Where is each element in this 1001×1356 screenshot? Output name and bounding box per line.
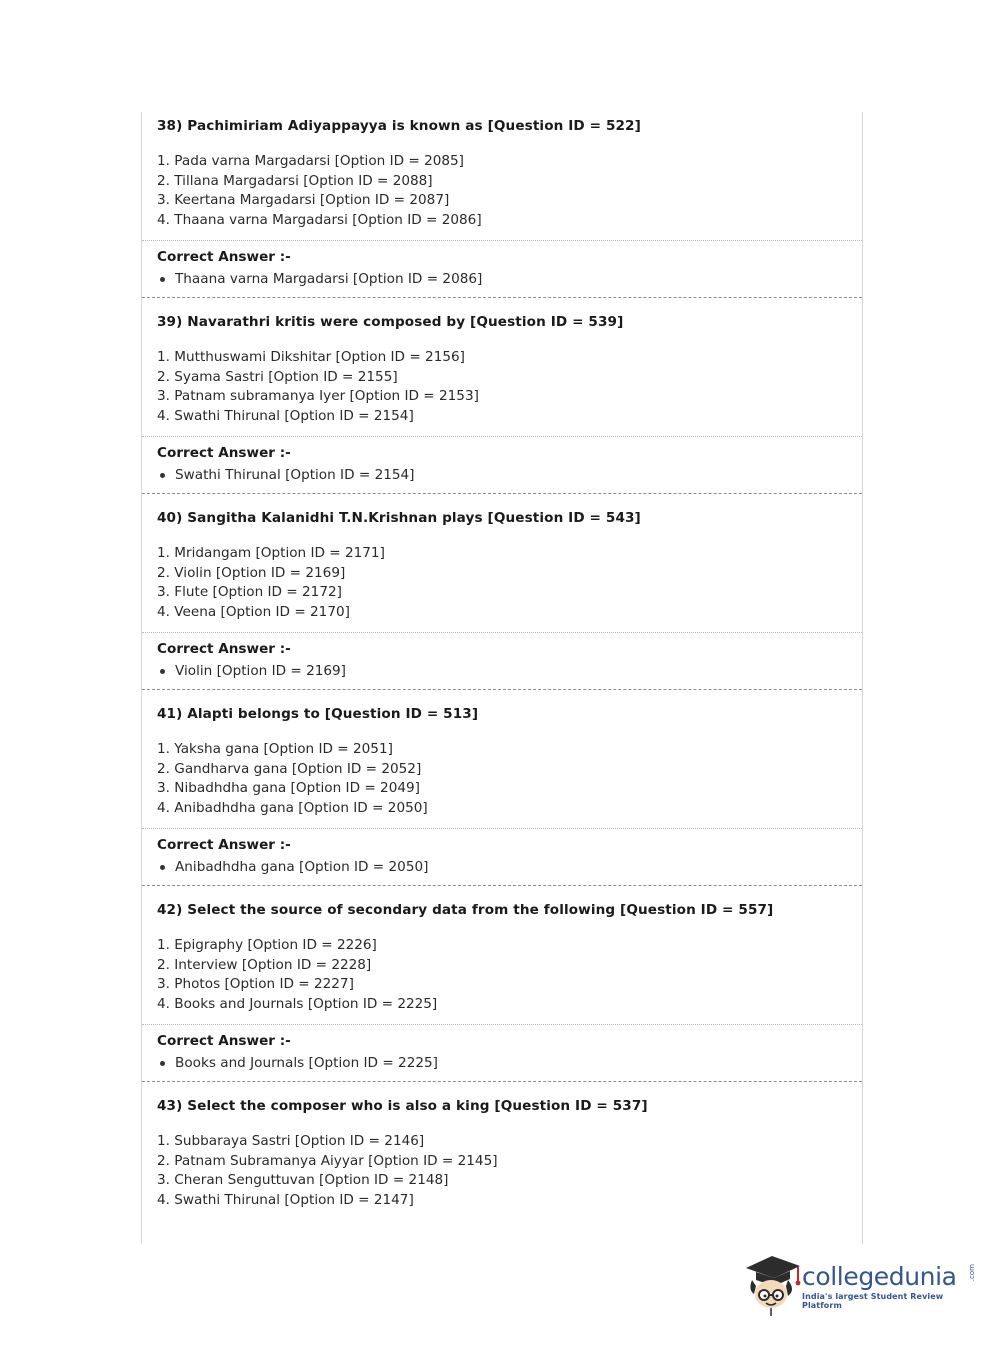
bullet-icon	[160, 865, 165, 870]
option-item: 3. Photos [Option ID = 2227]	[157, 976, 354, 992]
question-title: 39) Navarathri kritis were composed by [Question ID = 539]	[157, 314, 624, 330]
correct-answer-label: Correct Answer :-	[157, 1033, 291, 1049]
option-item: 2. Interview [Option ID = 2228]	[157, 956, 372, 973]
option-item: 1. Pada varna Margadarsi [Option ID = 2085]	[157, 153, 464, 169]
option-item: 3. Patnam subramanya Iyer [Option ID = 2153]	[157, 388, 479, 404]
correct-answer-text: Anibadhdha gana [Option ID = 2050]	[175, 859, 429, 875]
options-list	[157, 152, 847, 230]
options-list	[157, 740, 847, 818]
option-item: 4. Swathi Thirunal [Option ID = 2154]	[157, 407, 414, 424]
correct-answer-text: Thaana varna Margadarsi [Option ID = 2086]	[175, 271, 483, 287]
option-item: 4. Swathi Thirunal [Option ID = 2147]	[157, 1191, 414, 1208]
option-item: 3. Cheran Senguttuvan [Option ID = 2148]	[157, 1172, 449, 1188]
option-item: 4. Anibadhdha gana [Option ID = 2050]	[157, 799, 428, 816]
correct-answer-label: Correct Answer :-	[157, 641, 291, 657]
option-item: 2. Gandharva gana [Option ID = 2052]	[157, 760, 422, 777]
question-title: 42) Select the source of secondary data from the following [Question ID = 557]	[157, 902, 774, 918]
mascot-icon	[742, 1250, 802, 1316]
options-list	[157, 1132, 847, 1210]
option-item: 1. Mutthuswami Dikshitar [Option ID = 2156]	[157, 349, 465, 365]
bullet-icon	[160, 473, 165, 478]
option-item: 2. Patnam Subramanya Aiyyar [Option ID = 2145]	[157, 1152, 498, 1169]
option-item: 2. Syama Sastri [Option ID = 2155]	[157, 368, 398, 385]
option-item: 1. Yaksha gana [Option ID = 2051]	[157, 741, 393, 757]
correct-answer-text: Books and Journals [Option ID = 2225]	[175, 1055, 438, 1071]
options-list	[157, 936, 847, 1014]
correct-answer-text: Violin [Option ID = 2169]	[175, 663, 346, 679]
question-title: 43) Select the composer who is also a king [Question ID = 537]	[157, 1098, 648, 1114]
options-list	[157, 544, 847, 622]
option-item: 1. Epigraphy [Option ID = 2226]	[157, 937, 377, 953]
question-block-40	[142, 494, 862, 690]
question-block-42	[142, 886, 862, 1082]
collegedunia-logo[interactable]	[742, 1250, 976, 1320]
correct-answer-label: Correct Answer :-	[157, 837, 291, 853]
question-block-38	[142, 112, 862, 298]
option-item: 4. Thaana varna Margadarsi [Option ID = 2086]	[157, 211, 482, 228]
question-block-43	[142, 1082, 862, 1220]
question-block-41	[142, 690, 862, 886]
brand-domain-suffix: .com	[968, 1264, 976, 1282]
option-item: 2. Tillana Margadarsi [Option ID = 2088]	[157, 172, 433, 189]
options-list	[157, 348, 847, 426]
correct-answer	[157, 268, 847, 290]
option-item: 3. Nibadhdha gana [Option ID = 2049]	[157, 780, 420, 796]
option-item: 3. Flute [Option ID = 2172]	[157, 584, 342, 600]
option-item: 2. Violin [Option ID = 2169]	[157, 564, 346, 581]
correct-answer	[157, 660, 847, 682]
question-block-39	[142, 298, 862, 494]
brand-tagline: India's largest Student Review Platform	[802, 1292, 944, 1310]
correct-answer-label: Correct Answer :-	[157, 249, 291, 265]
correct-answer-label: Correct Answer :-	[157, 445, 291, 461]
option-item: 1. Mridangam [Option ID = 2171]	[157, 545, 385, 561]
bullet-icon	[160, 1061, 165, 1066]
correct-answer-text: Swathi Thirunal [Option ID = 2154]	[175, 467, 415, 483]
option-item: 4. Books and Journals [Option ID = 2225]	[157, 995, 438, 1012]
question-title: 41) Alapti belongs to [Question ID = 513]	[157, 706, 479, 722]
option-item: 1. Subbaraya Sastri [Option ID = 2146]	[157, 1133, 425, 1149]
question-title: 38) Pachimiriam Adiyappayya is known as [Question ID = 522]	[157, 118, 641, 134]
correct-answer	[157, 1052, 847, 1074]
bullet-icon	[160, 669, 165, 674]
option-item: 4. Veena [Option ID = 2170]	[157, 603, 350, 620]
question-paper-sheet	[141, 112, 863, 1244]
option-item: 3. Keertana Margadarsi [Option ID = 2087]	[157, 192, 450, 208]
correct-answer	[157, 464, 847, 486]
brand-name: collegedunia	[802, 1262, 957, 1291]
bullet-icon	[160, 277, 165, 282]
correct-answer	[157, 856, 847, 878]
question-title: 40) Sangitha Kalanidhi T.N.Krishnan plays [Question ID = 543]	[157, 510, 641, 526]
